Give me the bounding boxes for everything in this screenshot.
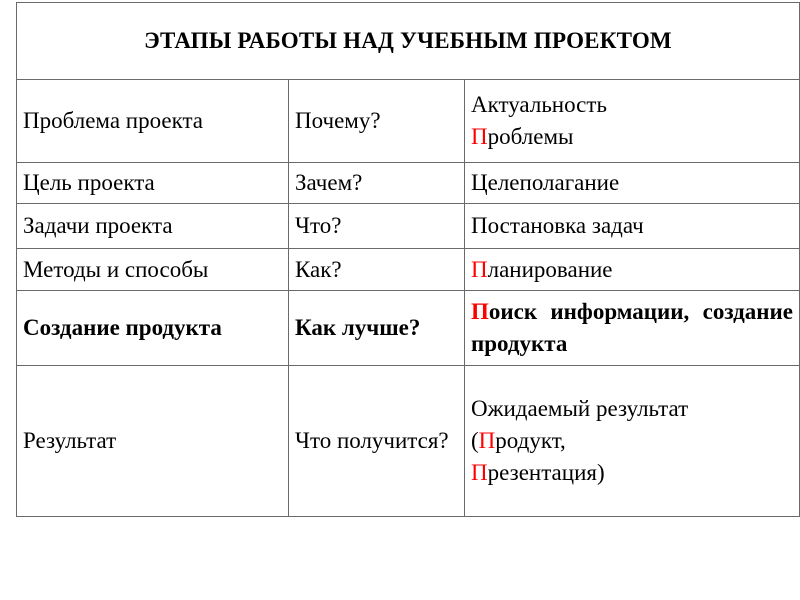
answer-text: роблемы [487,124,574,149]
stage-cell: Проблема проекта [17,80,289,163]
answer-text: ( [471,428,479,453]
answer-text: резентация) [487,460,605,485]
table-row [17,249,800,291]
answer-cell [465,249,800,291]
highlighted-letter: П [478,428,496,453]
answer-text: оиск информации, создание продукта [471,299,793,356]
answer-line: Актуальность [471,92,607,117]
table-title: ЭТАПЫ РАБОТЫ НАД УЧЕБНЫМ ПРОЕКТОМ [17,3,800,80]
project-stages-table [16,2,800,517]
stage-cell: Цель проекта [17,163,289,204]
question-cell: Что? [289,204,465,249]
answer-text: родукт, [495,428,566,453]
table-row [17,163,800,204]
answer-line [471,425,793,457]
answer-line: Ожидаемый результат [471,396,689,421]
answer-cell: Целеполагание [465,163,800,204]
table-row [17,204,800,249]
answer-text: ланирование [487,256,613,282]
question-cell: Зачем? [289,163,465,204]
stage-cell: Задачи проекта [17,204,289,249]
table-row [17,291,800,366]
answer-line [471,121,793,153]
question-cell: Как лучше? [289,291,465,366]
question-cell: Как? [289,249,465,291]
answer-cell: Постановка задач [465,204,800,249]
answer-cell [465,366,800,517]
answer-cell [465,291,800,366]
answer-cell [465,80,800,163]
title-row [17,3,800,80]
highlighted-letter: П [471,124,488,149]
table-row [17,366,800,517]
question-cell: Что получится? [289,366,465,517]
stage-cell: Результат [17,366,289,517]
highlighted-letter: П [471,460,488,485]
question-cell: Почему? [289,80,465,163]
answer-line [471,457,793,489]
stage-cell: Методы и способы [17,249,289,291]
table-row [17,80,800,163]
stage-cell: Создание продукта [17,291,289,366]
highlighted-letter: П [471,256,488,282]
highlighted-letter: П [471,299,489,324]
